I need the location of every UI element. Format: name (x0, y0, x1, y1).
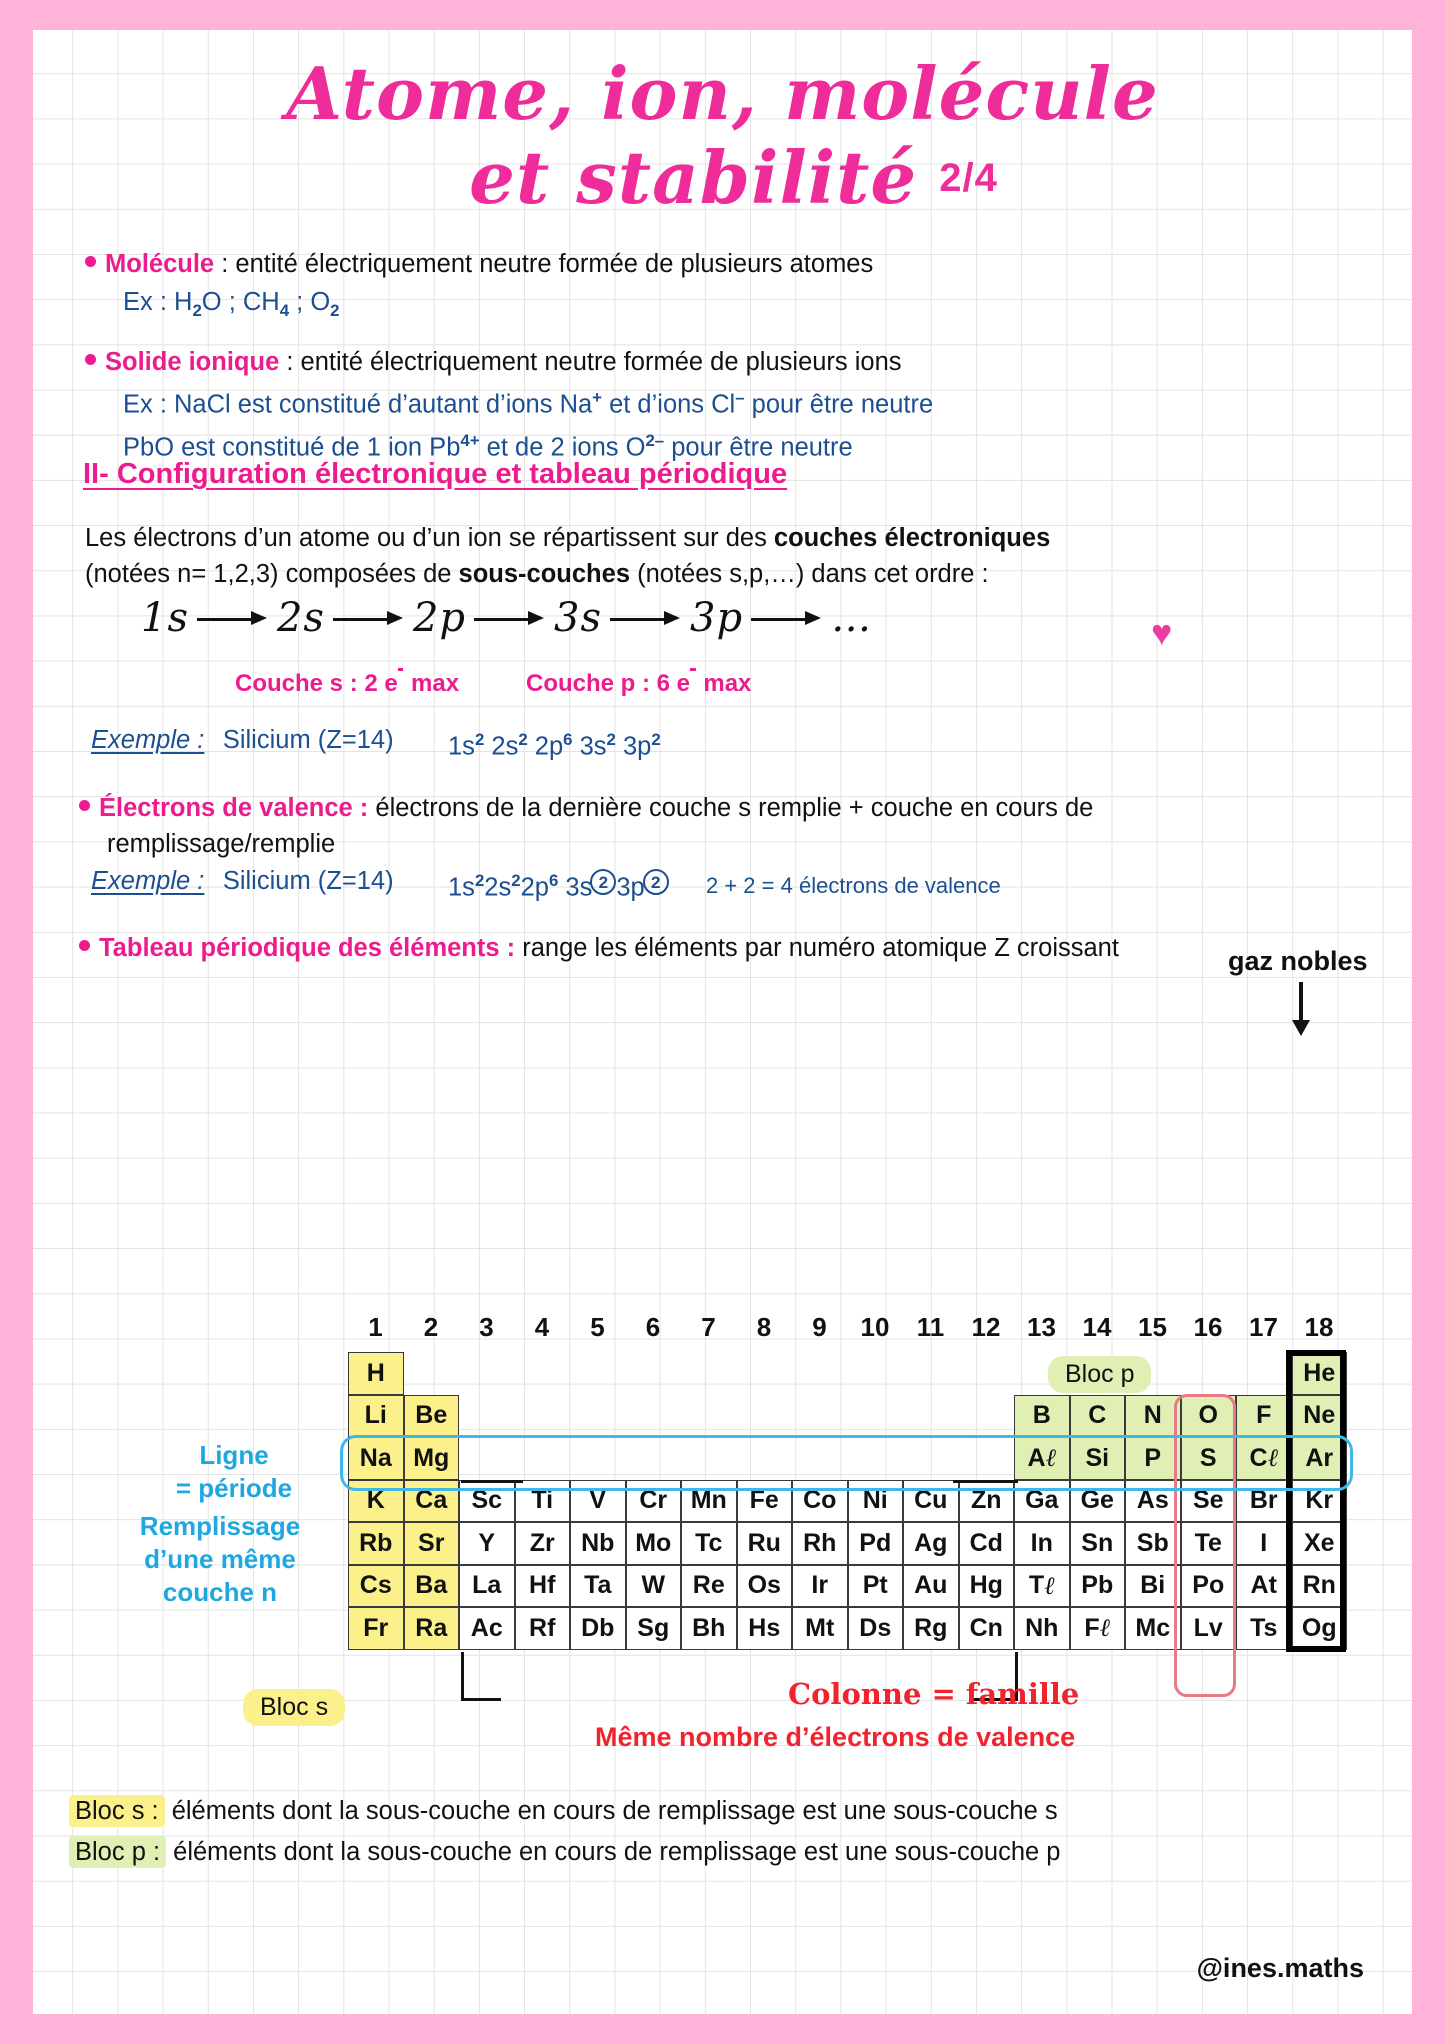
molecule-definition: entité électriquement neutre formée de plusieurs atomes (235, 250, 874, 278)
example-l2-sup2: 2– (645, 430, 665, 450)
element-cell-Po[interactable]: Po (1181, 1565, 1237, 1608)
element-cell-Nh[interactable]: Nh (1014, 1607, 1070, 1650)
remplissage-l1: Remplissage (139, 1511, 301, 1541)
element-cell-Y[interactable]: Y (459, 1522, 515, 1565)
element-cell-Og[interactable]: Og (1292, 1607, 1348, 1650)
bullet-icon (79, 940, 90, 951)
element-cell-Te[interactable]: Te (1181, 1522, 1237, 1565)
element-cell-Hg[interactable]: Hg (959, 1565, 1015, 1608)
page-number: 2/4 (939, 156, 998, 200)
element-cell-Aℓ[interactable]: A ℓ (1014, 1437, 1070, 1480)
element-cell-Hs[interactable]: Hs (737, 1607, 793, 1650)
element-cell-Ta[interactable]: Ta (570, 1565, 626, 1608)
element-cell-Hf[interactable]: Hf (515, 1565, 571, 1608)
valence-definition-line2: remplissage/remplie (107, 830, 336, 858)
arrow-down-icon (1285, 982, 1325, 1037)
bullet-icon (79, 800, 90, 811)
element-cell-Pd[interactable]: Pd (848, 1522, 904, 1565)
element-cell-Mg[interactable]: Mg (404, 1437, 460, 1480)
bloc-s-definition (69, 1797, 1058, 1826)
element-cell-Ne[interactable]: Ne (1292, 1395, 1348, 1438)
example-l1-a: Ex : NaCl est constitué d’autant d’ions Na (123, 390, 593, 419)
solide-definition: entité électriquement neutre formée de plusieurs ions (300, 348, 902, 376)
title-line-2 (33, 136, 1412, 232)
bloc-p-definition (69, 1838, 1060, 1867)
molecule-term: Molécule (105, 250, 215, 278)
example-config: $1s^2$ $2s^2$ $2p^6$ $3s^2$ $3p^2$ (448, 730, 661, 761)
element-cell-Pb[interactable]: Pb (1070, 1565, 1126, 1608)
column-number-14: 14 (1082, 1312, 1112, 1342)
example-l1-c: pour être neutre (744, 390, 934, 419)
arrow-right-icon (610, 616, 682, 622)
solide-term: Solide ionique (105, 348, 280, 376)
orbital-3p: 3p (690, 595, 744, 641)
colonne-famille-label: Colonne = famille (788, 1677, 1080, 1711)
element-cell-Br[interactable]: Br (1236, 1480, 1292, 1523)
element-cell-Re[interactable]: Re (681, 1565, 737, 1608)
element-cell-Fℓ[interactable]: F ℓ (1070, 1607, 1126, 1650)
bloc-p-tag: Bloc p (1048, 1356, 1151, 1393)
column-number-15: 15 (1138, 1312, 1167, 1342)
bloc-s-definition-tag: Bloc s : (69, 1795, 165, 1827)
orbital-2s: 2s (276, 595, 325, 641)
circled-exponent-3p: 2 (643, 869, 669, 895)
element-cell-Ts[interactable]: Ts (1236, 1607, 1292, 1650)
element-cell-Be[interactable]: Be (404, 1395, 460, 1438)
element-cell-S[interactable]: S (1181, 1437, 1237, 1480)
couche-p-label (526, 670, 751, 698)
para-l2-a: (notées n= 1,2,3) composées de (85, 560, 459, 588)
element-cell-Li[interactable]: Li (348, 1395, 404, 1438)
element-cell-Ar[interactable]: Ar (1292, 1437, 1348, 1480)
meme-nombre-label: Même nombre d’électrons de valence (595, 1722, 1076, 1752)
orbital-1s: 1s (141, 595, 189, 641)
element-cell-Rn[interactable]: Rn (1292, 1565, 1348, 1608)
element-cell-Bi[interactable]: Bi (1125, 1565, 1181, 1608)
column-number-4: 4 (534, 1312, 550, 1342)
electron-bar-icon (690, 670, 697, 697)
element-cell-Ni[interactable]: Ni (848, 1480, 904, 1523)
element-cell-Ga[interactable]: Ga (1014, 1480, 1070, 1523)
footer-handle: @ines.maths (1196, 1953, 1364, 1983)
valence-term: Électrons de valence : (99, 794, 369, 822)
valence-example-name: Silicium (Z=14) (222, 867, 394, 895)
element-cell-K[interactable]: K (348, 1480, 404, 1523)
couche-s-label (235, 670, 459, 698)
element-cell-Si[interactable]: Si (1070, 1437, 1126, 1480)
element-cell-Ti[interactable]: Ti (515, 1480, 571, 1523)
example-l1-b: et d’ions Cl (602, 390, 736, 419)
element-cell-Ra[interactable]: Ra (404, 1607, 460, 1650)
molecule-block (85, 246, 873, 329)
element-cell-Sr[interactable]: Sr (404, 1522, 460, 1565)
paragraph-line-1 (85, 520, 1050, 556)
element-cell-Ca[interactable]: Ca (404, 1480, 460, 1523)
column-number-11: 11 (916, 1312, 945, 1342)
arrow-right-icon (197, 616, 269, 622)
element-cell-Fr[interactable]: Fr (348, 1607, 404, 1650)
element-cell-Ru[interactable]: Ru (737, 1522, 793, 1565)
para-l2-c: (notées s,p,…) dans cet ordre : (630, 560, 989, 588)
gaz-nobles-label: gaz nobles (1228, 946, 1368, 976)
element-cell-Cu[interactable]: Cu (903, 1480, 959, 1523)
couche-s-tail: max (404, 670, 460, 697)
element-cell-V[interactable]: V (570, 1480, 626, 1523)
element-cell-As[interactable]: As (1125, 1480, 1181, 1523)
element-cell-B[interactable]: B (1014, 1395, 1070, 1438)
element-cell-P[interactable]: P (1125, 1437, 1181, 1480)
remplissage-l2: d’une même (144, 1544, 296, 1574)
para-l1-bold: couches électroniques (773, 524, 1051, 552)
element-cell-Cn[interactable]: Cn (959, 1607, 1015, 1650)
column-number-6: 6 (645, 1312, 661, 1342)
orbital-2p: 2p (412, 595, 467, 641)
element-cell-Ba[interactable]: Ba (404, 1565, 460, 1608)
element-cell-Xe[interactable]: Xe (1292, 1522, 1348, 1565)
element-cell-Cd[interactable]: Cd (959, 1522, 1015, 1565)
bullet-icon (85, 354, 96, 365)
remplissage-l3: couche n (162, 1577, 278, 1607)
element-cell-Co[interactable]: Co (792, 1480, 848, 1523)
column-number-12: 12 (971, 1312, 1001, 1342)
example-l2-b: et de 2 ions O (479, 433, 646, 461)
orbital-sequence (141, 595, 872, 641)
orbital-3s: 3s (554, 595, 603, 641)
element-cell-Mo[interactable]: Mo (626, 1522, 682, 1565)
column-number-7: 7 (701, 1312, 716, 1342)
leader-line-top-right (953, 1480, 1018, 1483)
element-cell-Ir[interactable]: Ir (792, 1565, 848, 1608)
section-heading: II- Configuration électronique et tableau périodique (83, 458, 788, 490)
element-cell-Au[interactable]: Au (903, 1565, 959, 1608)
molecule-example: Ex : $H_2O$ ; $CH_4$ ; $O_2$ (123, 288, 340, 321)
element-cell-Rh[interactable]: Rh (792, 1522, 848, 1565)
element-cell-Sc[interactable]: Sc (459, 1480, 515, 1523)
example-silicium-block (91, 722, 394, 758)
element-cell-Tℓ[interactable]: T ℓ (1014, 1565, 1070, 1608)
electron-bar-icon (398, 670, 405, 697)
couche-p-text: Couche p : 6 e (526, 670, 691, 697)
column-number-5: 5 (590, 1312, 605, 1342)
bloc-s-definition-text: éléments dont la sous-couche en cours de remplissage est une sous-couche s (164, 1797, 1058, 1825)
element-cell-At[interactable]: At (1236, 1565, 1292, 1608)
column-number-10: 10 (860, 1312, 890, 1342)
element-cell-He[interactable]: He (1292, 1352, 1348, 1395)
element-cell-Fe[interactable]: Fe (737, 1480, 793, 1523)
molecule-separator: : (214, 250, 236, 278)
column-number-18: 18 (1304, 1312, 1334, 1342)
element-cell-Db[interactable]: Db (570, 1607, 626, 1650)
element-cell-N[interactable]: N (1125, 1395, 1181, 1438)
arrow-right-icon (751, 616, 823, 622)
bloc-s-tag: Bloc s (243, 1689, 345, 1726)
couche-s-text: Couche s : 2 e (235, 670, 398, 697)
column-number-1: 1 (368, 1312, 383, 1342)
element-cell-Zn[interactable]: Zn (959, 1480, 1015, 1523)
solide-separator: : (279, 348, 301, 376)
note-page (33, 30, 1412, 2014)
paragraph-line-2 (85, 556, 1050, 592)
column-number-8: 8 (756, 1312, 772, 1342)
element-cell-I[interactable]: I (1236, 1522, 1292, 1565)
element-cell-In[interactable]: In (1014, 1522, 1070, 1565)
element-cell-Ac[interactable]: Ac (459, 1607, 515, 1650)
bullet-icon (85, 256, 96, 267)
example-l2-sup1: 4+ (460, 430, 480, 450)
remplissage-label (95, 1510, 345, 1609)
element-cell-Os[interactable]: Os (737, 1565, 793, 1608)
bloc-p-definition-tag: Bloc p : (69, 1836, 166, 1868)
column-number-3: 3 (479, 1312, 494, 1342)
section-paragraph (85, 520, 1050, 592)
element-cell-Sg[interactable]: Sg (626, 1607, 682, 1650)
tableau-term: Tableau périodique des éléments : (99, 934, 516, 962)
leader-line-vertical (461, 1652, 464, 1700)
leader-line-top-left (461, 1480, 523, 1483)
element-cell-Kr[interactable]: Kr (1292, 1480, 1348, 1523)
column-number-2: 2 (423, 1312, 439, 1342)
couche-p-tail: max (696, 670, 752, 697)
element-cell-Na[interactable]: Na (348, 1437, 404, 1480)
element-cell-Ds[interactable]: Ds (848, 1607, 904, 1650)
valence-result: 2 + 2 = 4 électrons de valence (706, 873, 1001, 898)
example-l2-a: PbO est constitué de 1 ion Pb (123, 433, 461, 461)
column-number-17: 17 (1249, 1312, 1278, 1342)
column-number-16: 16 (1193, 1312, 1223, 1342)
element-cell-O[interactable]: O (1181, 1395, 1237, 1438)
example-name: Silicium (Z=14) (222, 726, 394, 754)
valence-definition-line (79, 790, 1093, 826)
solide-definition-line (85, 344, 933, 380)
element-cell-Cr[interactable]: Cr (626, 1480, 682, 1523)
solide-ionique-block (85, 344, 933, 465)
element-cell-C[interactable]: C (1070, 1395, 1126, 1438)
ligne-periode-label (129, 1439, 339, 1505)
valence-example-label: Exemple : (91, 867, 205, 895)
para-l1-a: Les électrons d’un atome ou d’un ion se répartissent sur des (85, 524, 774, 552)
element-cell-Rf[interactable]: Rf (515, 1607, 571, 1650)
arrow-right-icon (333, 616, 405, 622)
valence-definition: électrons de la dernière couche s remplie + couche en cours de (368, 794, 1094, 822)
ligne-label-l1: Ligne (199, 1440, 269, 1470)
element-cell-Mt[interactable]: Mt (792, 1607, 848, 1650)
element-cell-W[interactable]: W (626, 1565, 682, 1608)
element-cell-Cs[interactable]: Cs (348, 1565, 404, 1608)
element-cell-Nb[interactable]: Nb (570, 1522, 626, 1565)
element-cell-F[interactable]: F (1236, 1395, 1292, 1438)
tableau-definition: range les éléments par numéro atomique Z croissant (515, 934, 1119, 962)
element-cell-Mc[interactable]: Mc (1125, 1607, 1181, 1650)
leader-line-horizontal (461, 1698, 501, 1701)
element-cell-Rb[interactable]: Rb (348, 1522, 404, 1565)
title-line-2-text: et stabilité (469, 135, 918, 220)
element-cell-Rg[interactable]: Rg (903, 1607, 959, 1650)
column-number-9: 9 (812, 1312, 827, 1342)
example-l1-sup1: + (592, 388, 602, 407)
element-cell-Tc[interactable]: Tc (681, 1522, 737, 1565)
element-cell-Zr[interactable]: Zr (515, 1522, 571, 1565)
bloc-p-definition-text: éléments dont la sous-couche en cours de remplissage est une sous-couche p (166, 1838, 1061, 1866)
column-number-13: 13 (1027, 1312, 1056, 1342)
element-cell-Mn[interactable]: Mn (681, 1480, 737, 1523)
example-l2-c: pour être neutre (664, 433, 853, 461)
orbital-ellipsis: … (831, 595, 873, 641)
element-cell-Bh[interactable]: Bh (681, 1607, 737, 1650)
element-cell-Sn[interactable]: Sn (1070, 1522, 1126, 1565)
molecule-example-prefix: Ex : (123, 288, 175, 316)
molecule-definition-line (85, 246, 873, 282)
heart-icon: ♥ (1151, 612, 1173, 653)
valence-config: $1s^22s^22p^6$ 3s 2 3p 2 (448, 863, 669, 906)
para-l2-bold: sous-couches (458, 560, 630, 588)
element-cell-La[interactable]: La (459, 1565, 515, 1608)
solide-example-line-1 (123, 380, 933, 423)
element-cell-Sb[interactable]: Sb (1125, 1522, 1181, 1565)
title-line-1: Atome, ion, molécule (286, 51, 1159, 136)
element-cell-H[interactable]: H (348, 1352, 404, 1395)
example-label: Exemple : (91, 726, 205, 754)
element-cell-Cℓ[interactable]: C ℓ (1236, 1437, 1292, 1480)
circled-exponent-3s: 2 (590, 869, 616, 895)
tableau-bullet-line (79, 930, 1119, 966)
element-cell-Ag[interactable]: Ag (903, 1522, 959, 1565)
element-cell-Se[interactable]: Se (1181, 1480, 1237, 1523)
element-cell-Lv[interactable]: Lv (1181, 1607, 1237, 1650)
element-cell-Pt[interactable]: Pt (848, 1565, 904, 1608)
arrow-right-icon (474, 616, 546, 622)
element-cell-Ge[interactable]: Ge (1070, 1480, 1126, 1523)
ligne-label-l2: = période (175, 1473, 293, 1503)
page-title (33, 52, 1412, 232)
example-l1-sup2: – (735, 388, 745, 407)
